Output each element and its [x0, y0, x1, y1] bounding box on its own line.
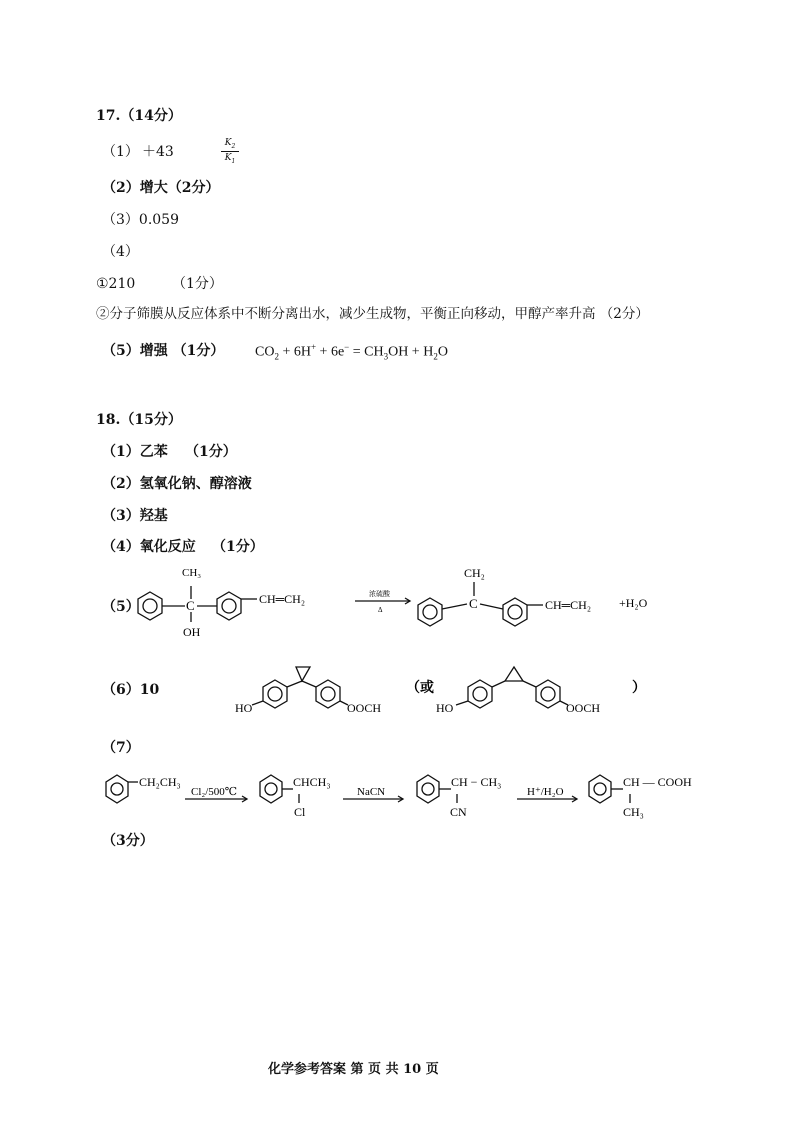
nitrile-group: CN — [450, 805, 467, 819]
q17-part4-1-score: （1分） — [172, 276, 223, 292]
chloro-group: Cl — [294, 805, 306, 819]
vinyl-group-2: CH═CH₂ — [545, 598, 592, 612]
nitrile-chain: CH − CH₃ — [451, 775, 502, 789]
reagent-chlorine: Cl₂/500℃ — [191, 786, 238, 798]
benzene-ring — [260, 775, 282, 803]
q18-part2: （2）氢氧化钠、醇溶液 — [102, 476, 252, 492]
reagent-acid-water: H⁺/H₂O — [527, 786, 564, 798]
q18-part6-label: （6）10 — [102, 682, 160, 698]
q18-title: 18.（15分） — [96, 412, 182, 428]
benzene-ring — [589, 775, 611, 803]
water-product: +H₂O — [619, 596, 648, 610]
carbon-atom: C — [186, 598, 195, 613]
benzene-ring — [417, 775, 439, 803]
formate-ester-group-2: OOCH — [566, 701, 601, 715]
methyl-group: CH₃ — [623, 805, 644, 819]
q17-part1-fraction: $\frac{K_2}{K_1}$ — [221, 138, 239, 165]
q18-part1-score: （1分） — [185, 444, 237, 460]
q18-part7-synthesis — [95, 765, 715, 825]
q17-part4-1: ①210 — [96, 276, 136, 292]
formate-ester-group: OOCH — [347, 701, 382, 715]
benzene-ring — [263, 680, 287, 708]
benzene-ring — [138, 592, 162, 620]
methylene-group: CH₂ — [464, 566, 485, 580]
q18-part5-label: （5） — [102, 599, 140, 615]
q17-part5-equation: $CO_2 + 6H^+ + 6e^- = CH_3OH + H_2O$ — [255, 342, 448, 362]
benzene-ring — [536, 680, 560, 708]
q18-part3: （3）羟基 — [102, 508, 168, 524]
q18-part4: （4）氧化反应 — [102, 539, 196, 555]
q18-part6-structures — [230, 655, 660, 725]
page-footer: 化学参考答案 第 页 共 10 页 — [268, 1062, 439, 1077]
ethyl-group: CH₂CH₃ — [139, 775, 181, 789]
cyclopropane-ring — [296, 667, 310, 681]
methyl-group: CH₃ — [182, 567, 202, 579]
q18-part1: （1）乙苯 — [102, 444, 168, 460]
benzene-ring — [106, 775, 128, 803]
hydroxyl-group-2: HO — [436, 701, 454, 715]
q18-part7-label: （7） — [102, 740, 140, 756]
close-paren: ） — [632, 681, 646, 696]
q17-part2: （2）增大（2分） — [102, 180, 220, 196]
q17-part1-value: ＋43 — [142, 144, 174, 160]
or-open-paren: （或 — [406, 681, 434, 696]
carbon-atom-2: C — [469, 596, 478, 611]
q18-part5-reaction — [125, 560, 665, 650]
benzene-ring — [316, 680, 340, 708]
q17-part4: （4） — [102, 244, 139, 260]
reagent-sodium-cyanide: NaCN — [357, 786, 386, 798]
reagent-label: 浓硫酸 — [369, 590, 390, 598]
hydroxyl-group: OH — [183, 625, 201, 639]
q17-part1-label: （1） — [102, 144, 139, 160]
q17-part5-label: （5）增强 （1分） — [102, 343, 225, 359]
chloroethyl-group: CHCH₃ — [293, 775, 331, 789]
hydroxyl-group: HO — [235, 701, 253, 715]
benzene-ring — [217, 592, 241, 620]
vinyl-group: CH═CH₂ — [259, 592, 306, 606]
carboxylic-chain: CH — COOH — [623, 775, 692, 789]
q17-part4-2: ②分子筛膜从反应体系中不断分离出水，减少生成物，平衡正向移动，甲醇产率升高 （2分） — [96, 306, 649, 322]
q18-part4-score: （1分） — [212, 539, 264, 555]
q17-part3: （3）0.059 — [102, 212, 179, 228]
benzene-ring — [418, 598, 442, 626]
benzene-ring — [468, 680, 492, 708]
q17-title: 17.（14分） — [96, 108, 182, 124]
condition-label: Δ — [378, 606, 383, 614]
q18-part7-score: （3分） — [102, 833, 154, 849]
cyclopropane-ring — [505, 667, 523, 681]
benzene-ring — [503, 598, 527, 626]
